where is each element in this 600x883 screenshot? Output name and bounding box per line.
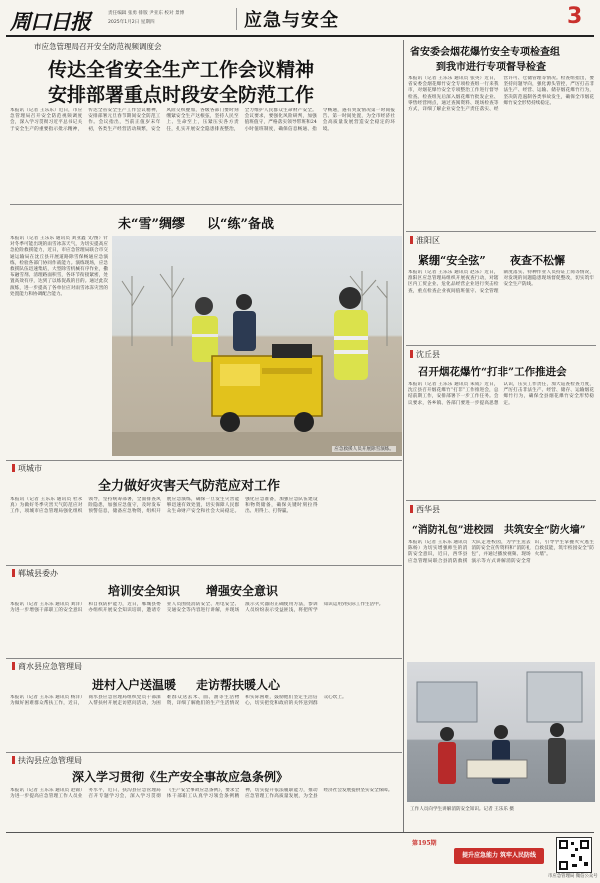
xihua-body: 本报讯（记者 王乐乐 通讯员 陈杨）为切实增强师生的消防安全意识，近日，西华县应急管理局联合县消防救援大队走进校园，为学生送去消防安全宣传资料和“消防礼包”，并通过播放视频、现场演示等方式讲解消防安全常识，引导学生掌握火灾逃生自救技能，筑牢校园安全“防火墙”。 bbox=[408, 540, 594, 564]
lead-title-line1: 传达全省安全生产工作会议精神 bbox=[48, 59, 315, 81]
shangshui-title-a: 进村入户送温暖 bbox=[92, 678, 177, 692]
xihua-title-a: “消防礼包”进校园 bbox=[412, 525, 494, 536]
fugou-body: 本报讯（记者 王乐乐 通讯员 赵锦）为进一步提高应急管理工作人员业务水平，近日，扶沟县应急管理局召开专题学习会，深入学习贯彻《生产安全事故应急条例》，要求全体干部职工认真学习领会条例精神，切实提升依法履职能力，推动应急管理工作高质量发展，为全县经济社会发展提供坚实安全保障。 bbox=[10, 788, 393, 800]
dancheng-title-a: 培训安全知识 bbox=[108, 584, 181, 598]
huaiyang-body: 本报讯（记者 王乐乐 通讯员 赵乐）近日，淮阳区应急管理局组织开展夜查行动，对辖区内工贸企业、危化品经营企业进行突击检查，重点检查企业夜间值班值守、安全管理制度落实、特种作业人员持证上岗等情况，对发现的问题隐患现场督促整改，切实筑牢安全生产防线。 bbox=[408, 270, 594, 294]
feature-body: 本报讯（记者 王乐乐 通讯员 刘亚鑫 文/图）针对冬季可能出现的雨雪冰冻天气，为切实提高应急抢险救援能力，近日，市应急管理局联合市交通运输局在沈丘县开展道路除雪保畅通应急演练，检验各部门协同作战能力。演练现场，应急救援队伍迅速集结，大型除雪机械有序作业，撒布融雪剂、清理路面积雪，各环节衔接紧密，处置高效有序，达到了以练促战的目的。通过此次演练，进一步提高了各单位应对雨雪冰冻灾害的处置能力和协调配合能力。 bbox=[10, 236, 108, 297]
snow-machine bbox=[212, 344, 322, 432]
masthead-date: 2025年1月2日 星期四 bbox=[108, 20, 155, 25]
masthead-meta: 责任编辑 张勇 排版 尹亚东 校对 景博 bbox=[108, 11, 185, 16]
newspaper-logo: 周口日报 bbox=[10, 9, 90, 34]
qr-code bbox=[556, 837, 592, 873]
footer-banner bbox=[454, 848, 544, 864]
feature-title-a: 未“雪”绸缪 bbox=[118, 217, 185, 232]
dancheng-body: 本报讯（记者 王乐乐 通讯员 刘洋）为进一步增强干部职工的安全意识和自我防护能力，近日，郸城县委办组织开展安全知识培训，邀请专业人员围绕消防安全、用电安全、交通安全等内容进行讲解，并现场演示灭火器的正确使用方法，参训人员纷纷表示受益匪浅，将把所学知识运用到实际工作生活中。 bbox=[10, 602, 384, 614]
xihua-photo bbox=[407, 662, 595, 802]
feature-caption: 应急救援人员开展除雪演练。 bbox=[334, 447, 394, 452]
feature-photo bbox=[112, 236, 402, 456]
fugou-title: 深入学习贯彻《生产安全事故应急条例》 bbox=[72, 770, 289, 784]
page-number: 3 bbox=[567, 4, 583, 29]
lead-kicker: 市应急管理局召开安全防范视频调度会 bbox=[34, 42, 162, 51]
footer-right-note: 市应急管理局 微信公众号 bbox=[548, 874, 598, 879]
lead-title-line2: 安排部署重点时段安全防范工作 bbox=[48, 84, 315, 106]
huaiyang-title-a: 紧绷“安全弦” bbox=[418, 254, 486, 267]
rescue-worker-2 bbox=[233, 294, 256, 351]
shangshui-title-b: 走访帮扶暖人心 bbox=[196, 678, 281, 692]
feature-title-b: 以“练”备战 bbox=[207, 217, 274, 232]
xiangcheng-section: 项城市 bbox=[12, 463, 42, 474]
dancheng-title-b: 增强安全意识 bbox=[206, 584, 279, 598]
rescue-worker-3 bbox=[334, 287, 368, 380]
right-top-title-line1: 省安委会烟花爆竹安全专项检查组 bbox=[410, 47, 560, 58]
person-left bbox=[438, 727, 456, 784]
shangshui-section: 商水县应急管理局 bbox=[12, 661, 82, 672]
xihua-title-b: 共筑安全“防火墙” bbox=[504, 525, 586, 536]
right-top-title-line2: 到我市进行专项督导检查 bbox=[436, 62, 546, 73]
photo-scene bbox=[112, 236, 402, 456]
right-top-body: 本报讯（记者 王乐乐 通讯员 张英）近日，省安委会烟花爆竹安全专项检查组一行来我市，对烟花爆竹安全专项整治工作进行督导检查。检查组先后深入烟花爆竹批发企业、零售经营网点，通过查阅资料、现场检查等方式，详细了解企业安全生产责任落实、经营许可、仓储管理等情况。检查组指出，要坚持问题导向，强化源头管控，严厉打击非法生产、经营、运输、储存烟花爆竹行为，坚决防范遏制各类事故发生，确保全市烟花爆竹安全形势持续稳定。 bbox=[408, 76, 594, 113]
footer-left-note: 第195期 bbox=[412, 840, 437, 847]
xihua-section: 西华县 bbox=[410, 504, 440, 515]
person-right bbox=[548, 723, 566, 784]
shenqiu-title: 召开烟花爆竹“打非”工作推进会 bbox=[418, 366, 567, 378]
fugou-section: 扶沟县应急管理局 bbox=[12, 755, 82, 766]
xihua-caption: 工作人员向学生讲解消防安全知识。记者 王乐乐 摄 bbox=[410, 807, 514, 812]
shangshui-body: 本报讯（记者 王乐乐 通讯员 杨洋）为做好困难群众帮扶工作，近日，商水县应急管理局组织党员干部深入帮扶村开展走访慰问活动，为困难群众送去米、面、油等生活物资，详细了解他们的生产生活情况和实际困难，鼓励他们坚定生活信心，切实把党和政府的关怀送到群众心坎上。 bbox=[10, 695, 347, 707]
footer-banner-text: 提升应急能力 筑牢人民防线 bbox=[461, 852, 537, 859]
shenqiu-section: 沈丘县 bbox=[410, 349, 440, 360]
xiangcheng-title: 全力做好灾害天气防范应对工作 bbox=[98, 479, 281, 494]
huaiyang-title-b: 夜查不松懈 bbox=[510, 254, 565, 267]
xiangcheng-body: 本报讯（记者 王乐乐 通讯员 杜永真）为做好冬季灾害天气防范应对工作，项城市应急管理局强化组织领导，坚持统筹部署，全面排查风险隐患，加强应急值守，及时发布预警信息，储备应急物资，组织开展应急演练，确保一旦发生灾害能够迅速有效处置，切实保障人民群众生命财产安全和社会大局稳定。强化应急准备，加强应急队伍建设和物资储备，确保关键时刻拉得出、用得上、打得赢。 bbox=[10, 497, 318, 515]
lead-body: 本报讯（记者 王乐乐）近日，市应急管理局召开安全防范视频调度会，深入学习贯彻习近平总书记关于安全生产的重要指示批示精神，传达全省安全生产工作会议精神，安排部署元旦春节期间安全防范工作。会议指出，当前正值岁末年初，各类生产经营活动频繁，安全风险交织叠加，各级各部门要时刻绷紧安全生产这根弦，坚持人民至上、生命至上，压紧压实各方责任，扎实开展安全隐患排查整治，全力维护人民群众生命财产安全。会议要求，要强化风险研判，加强值班值守，严格落实领导带班和24小时值班制度，确保信息畅通、指令畅通，遇有突发情况第一时间报告、第一时间处置，为全市经济社会高质量发展营造安全稳定的环境。 bbox=[10, 108, 395, 132]
section-title: 应急与安全 bbox=[244, 10, 339, 31]
xihua-scene bbox=[407, 662, 595, 802]
dancheng-section: 郸城县委办 bbox=[12, 568, 58, 579]
huaiyang-section: 淮阳区 bbox=[410, 235, 440, 246]
rescue-worker-1 bbox=[192, 297, 218, 362]
shenqiu-body: 本报讯（记者 王乐乐 通讯员 朱成）近日，沈丘县召开烟花爆竹“打非”工作推进会，总结前期工作，安排部署下一步工作任务。会议要求，各乡镇、各部门要进一步提高思想认识，压实工作责任，加大巡查检查力度，严厉打击非法生产、经营、储存、运输烟花爆竹行为，确保全县烟花爆竹安全形势稳定。 bbox=[408, 382, 594, 406]
